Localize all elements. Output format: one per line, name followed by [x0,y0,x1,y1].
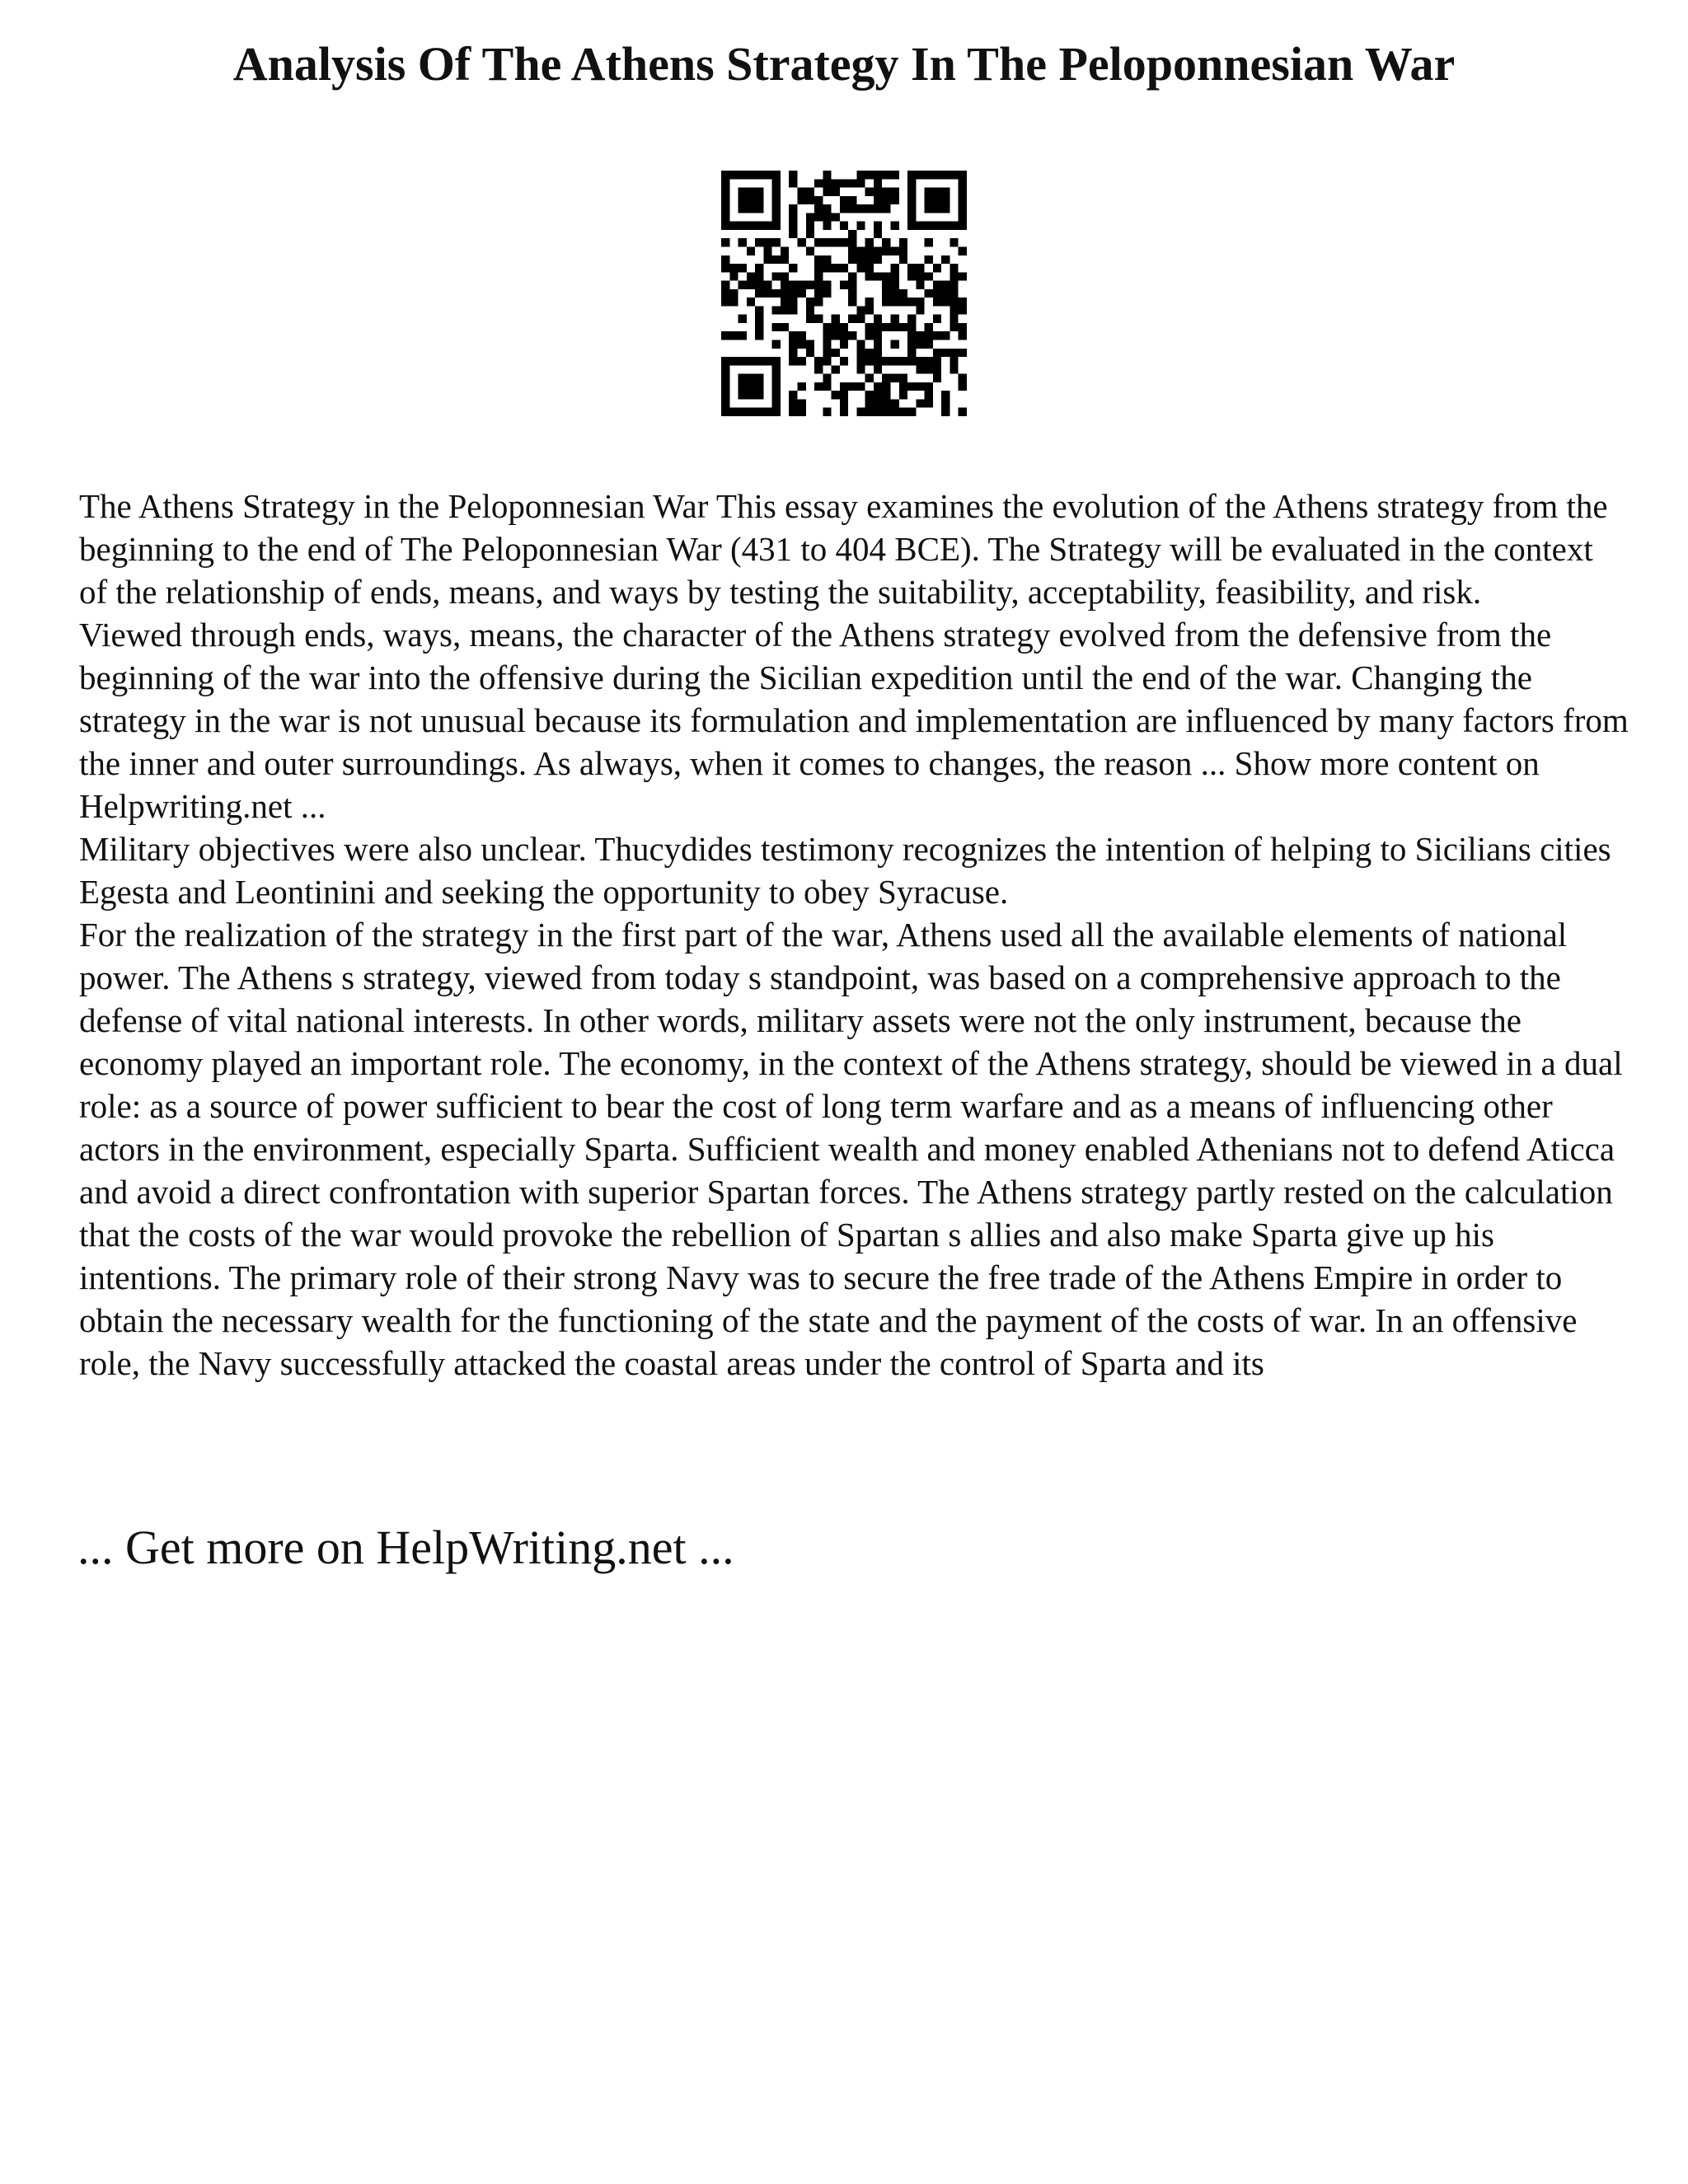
article-body [79,485,1629,1385]
paragraph: The Athens Strategy in the Peloponnesian War This essay examines the evolution of the Athens strategy from the beginning to the end of The Peloponnesian War (431 to 404 BCE). The Strategy will be evaluated in the context of the relationship of ends, means, and ways by testing the suitability, acceptability, feasibility, and risk. [79,487,1608,611]
page-title: Analysis Of The Athens Strategy In The Peloponnesian War [232,37,1456,91]
paragraph: Military objectives were also unclear. Thucydides testimony recognizes the intention of helping to Sicilians cities Egesta and Leontinini and seeking the opportunity to obey Syracuse. [79,830,1611,911]
get-more-link[interactable]: ... Get more on HelpWriting.net ... [77,1521,734,1574]
qr-code-icon[interactable] [721,171,967,416]
paragraph: Viewed through ends, ways, means, the character of the Athens strategy evolved from the defensive from the beginning of the war into the offensive during the Sicilian expedition until the end of the war. Changing the strategy in the war is not unusual because its formulation and implementation are influenced by many factors from the inner and outer surroundings. As always, when it comes to changes, the reason ... Show more content on Helpwriting.net ... [79,616,1629,825]
paragraph: For the realization of the strategy in the first part of the war, Athens used all the available elements of national power. The Athens s strategy, viewed from today s standpoint, was based on a comprehensive approach to the defense of vital national interests. In other words, military assets were not the only instrument, because the economy played an important role. The economy, in the context of the Athens strategy, should be viewed in a dual role: as a source of power sufficient to bear the cost of long term warfare and as a means of influencing other actors in the environment, especially Sparta. Sufficient wealth and money enabled Athenians not to defend Aticca and avoid a direct confrontation with superior Spartan forces. The Athens strategy partly rested on the calculation that the costs of the war would provoke the rebellion of Spartan s allies and also make Sparta give up his intentions. The primary role of their strong Navy was to secure the free trade of the Athens Empire in order to obtain the necessary wealth for the functioning of the state and the payment of the costs of war. In an offensive role, the Navy successfully attacked the coastal areas under the control of Sparta and its [79,916,1623,1382]
